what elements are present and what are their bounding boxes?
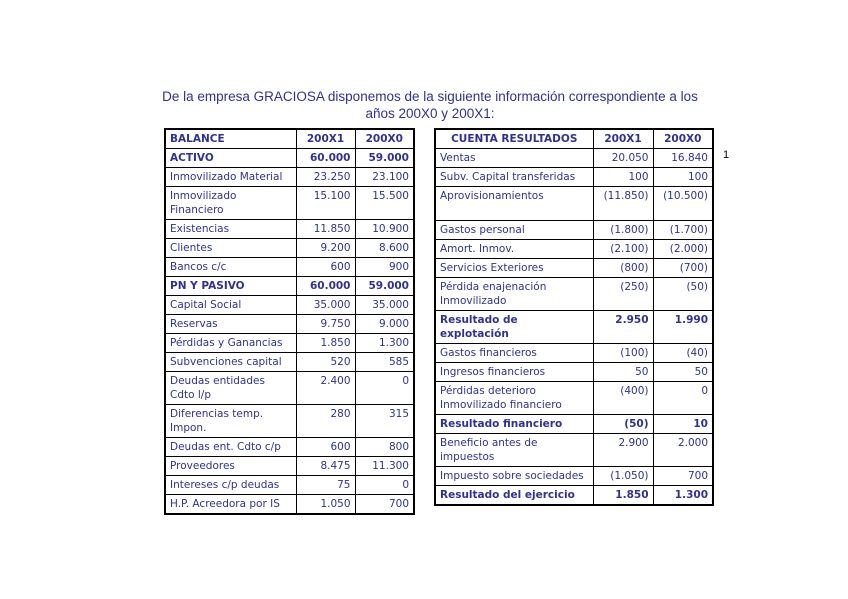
value-y0: 9.000: [355, 315, 414, 334]
value-y0: 700: [653, 467, 713, 486]
value-y0: 11.300: [355, 457, 414, 476]
table-row: [165, 315, 414, 334]
value-y0: 1.300: [653, 486, 713, 506]
row-label: Aprovisionamientos: [435, 187, 593, 221]
table-row: [165, 239, 414, 258]
value-y0: (2.000): [653, 240, 713, 259]
value-y0: 100: [653, 168, 713, 187]
table-row: [165, 476, 414, 495]
row-label: PN Y PASIVO: [165, 277, 296, 296]
value-y0: 315: [355, 405, 414, 438]
row-label: Ventas: [435, 149, 593, 168]
value-y0: 35.000: [355, 296, 414, 315]
value-y0: 1.990: [653, 311, 713, 344]
row-label: Resultado de explotación: [435, 311, 593, 344]
table-row: [435, 221, 713, 240]
table-row: [165, 296, 414, 315]
table-row: [435, 467, 713, 486]
value-y1: 11.850: [296, 220, 355, 239]
value-y0: 8.600: [355, 239, 414, 258]
table-row: [435, 344, 713, 363]
intro-line-2: años 200X0 y 200X1:: [365, 106, 495, 121]
value-y1: 50: [593, 363, 653, 382]
value-y1: 1.850: [296, 334, 355, 353]
row-label: Bancos c/c: [165, 258, 296, 277]
value-y0: 2.000: [653, 434, 713, 467]
value-y1: 2.950: [593, 311, 653, 344]
value-y1: (800): [593, 259, 653, 278]
value-y0: 0: [653, 382, 713, 415]
value-y0: 59.000: [355, 149, 414, 168]
table-row: [165, 372, 414, 405]
value-y1: 600: [296, 438, 355, 457]
value-y1: 15.100: [296, 187, 355, 220]
row-label: Pérdidas deterioro Inmovilizado financiero: [435, 382, 593, 415]
table-row: [165, 457, 414, 476]
value-y1: 2.400: [296, 372, 355, 405]
cuenta-resultados-table: [434, 128, 714, 506]
row-label: Deudas entidades Cdto l/p: [165, 372, 296, 405]
value-y0: 0: [355, 476, 414, 495]
value-y0: (50): [653, 278, 713, 311]
value-y1: 280: [296, 405, 355, 438]
balance-table: [164, 128, 415, 515]
table-row: [435, 240, 713, 259]
value-y0: 16.840: [653, 149, 713, 168]
table-row: [165, 405, 414, 438]
row-label: H.P. Acreedora por IS: [165, 495, 296, 515]
value-y1: 8.475: [296, 457, 355, 476]
value-y0: (1.700): [653, 221, 713, 240]
value-y0: 585: [355, 353, 414, 372]
value-y1: (50): [593, 415, 653, 434]
row-label: Reservas: [165, 315, 296, 334]
table-row: [435, 278, 713, 311]
value-y0: (700): [653, 259, 713, 278]
value-y1: 9.750: [296, 315, 355, 334]
value-y0: 800: [355, 438, 414, 457]
row-label: Servicios Exteriores: [435, 259, 593, 278]
value-y1: 35.000: [296, 296, 355, 315]
row-label: Resultado financiero: [435, 415, 593, 434]
row-label: Existencias: [165, 220, 296, 239]
value-y0: 23.100: [355, 168, 414, 187]
value-y0: (40): [653, 344, 713, 363]
table-row: [165, 168, 414, 187]
row-label: Gastos personal: [435, 221, 593, 240]
table-row: [435, 311, 713, 344]
value-y1: 600: [296, 258, 355, 277]
row-label: Intereses c/p deudas: [165, 476, 296, 495]
row-label: Clientes: [165, 239, 296, 258]
table-row: [165, 277, 414, 296]
value-y1: (2.100): [593, 240, 653, 259]
table-row: [435, 259, 713, 278]
row-label: Capital Social: [165, 296, 296, 315]
value-y1: 1.050: [296, 495, 355, 515]
value-y1: 9.200: [296, 239, 355, 258]
table-row: [165, 334, 414, 353]
value-y1: 1.850: [593, 486, 653, 506]
row-label: Inmovilizado Material: [165, 168, 296, 187]
balance-header-200x0: 200X0: [355, 129, 414, 149]
value-y1: 100: [593, 168, 653, 187]
value-y1: 23.250: [296, 168, 355, 187]
row-label: Pérdida enajenación Inmovilizado: [435, 278, 593, 311]
value-y1: 60.000: [296, 277, 355, 296]
row-label: Diferencias temp. Impon.: [165, 405, 296, 438]
table-row: [435, 382, 713, 415]
value-y0: 900: [355, 258, 414, 277]
row-label: Subvenciones capital: [165, 353, 296, 372]
row-label: Pérdidas y Ganancias: [165, 334, 296, 353]
row-label: Beneficio antes de impuestos: [435, 434, 593, 467]
table-row: [165, 149, 414, 168]
value-y0: 1.300: [355, 334, 414, 353]
value-y0: 10.900: [355, 220, 414, 239]
row-label: Subv. Capital transferidas: [435, 168, 593, 187]
table-row: [165, 438, 414, 457]
intro-line-1: De la empresa GRACIOSA disponemos de la siguiente información correspondiente a los: [162, 89, 698, 104]
value-y1: (1.800): [593, 221, 653, 240]
table-row: [435, 187, 713, 221]
row-label: Inmovilizado Financiero: [165, 187, 296, 220]
value-y1: 2.900: [593, 434, 653, 467]
value-y1: 60.000: [296, 149, 355, 168]
balance-header-label: BALANCE: [165, 129, 296, 149]
value-y0: 50: [653, 363, 713, 382]
value-y0: 0: [355, 372, 414, 405]
row-label: Impuesto sobre sociedades: [435, 467, 593, 486]
value-y1: (100): [593, 344, 653, 363]
balance-header-row: [165, 129, 414, 149]
value-y0: 700: [355, 495, 414, 515]
table-row: [435, 486, 713, 506]
row-label: Gastos financieros: [435, 344, 593, 363]
row-label: Ingresos financieros: [435, 363, 593, 382]
intro-text: [140, 88, 720, 122]
row-label: Amort. Inmov.: [435, 240, 593, 259]
table-row: [165, 187, 414, 220]
value-y1: (250): [593, 278, 653, 311]
balance-header-200x1: 200X1: [296, 129, 355, 149]
page-number: 1: [723, 149, 730, 161]
table-row: [435, 149, 713, 168]
value-y1: 75: [296, 476, 355, 495]
value-y1: 520: [296, 353, 355, 372]
table-row: [165, 353, 414, 372]
resultados-header-200x0: 200X0: [653, 129, 713, 149]
value-y0: 59.000: [355, 277, 414, 296]
value-y1: (11.850): [593, 187, 653, 221]
table-row: [435, 434, 713, 467]
row-label: ACTIVO: [165, 149, 296, 168]
table-row: [435, 363, 713, 382]
resultados-header-row: [435, 129, 713, 149]
table-row: [435, 168, 713, 187]
table-row: [165, 258, 414, 277]
table-row: [435, 415, 713, 434]
resultados-header-label: CUENTA RESULTADOS: [435, 129, 593, 149]
table-row: [165, 495, 414, 515]
value-y1: (1.050): [593, 467, 653, 486]
row-label: Proveedores: [165, 457, 296, 476]
row-label: Deudas ent. Cdto c/p: [165, 438, 296, 457]
value-y0: 10: [653, 415, 713, 434]
value-y0: (10.500): [653, 187, 713, 221]
value-y1: 20.050: [593, 149, 653, 168]
table-row: [165, 220, 414, 239]
row-label: Resultado del ejercicio: [435, 486, 593, 506]
value-y0: 15.500: [355, 187, 414, 220]
value-y1: (400): [593, 382, 653, 415]
resultados-header-200x1: 200X1: [593, 129, 653, 149]
